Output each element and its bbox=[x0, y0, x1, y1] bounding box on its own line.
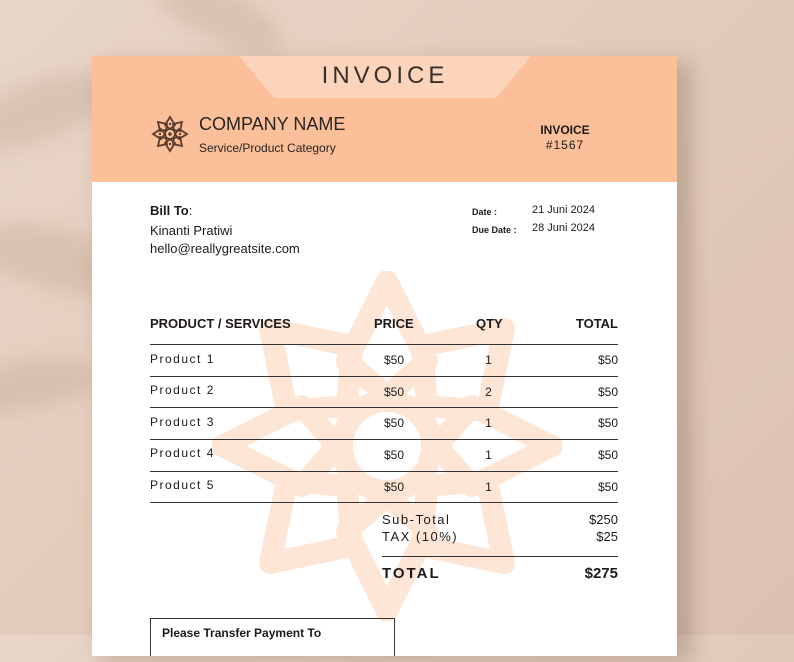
payment-info-box bbox=[150, 618, 395, 656]
row-qty: 1 bbox=[485, 353, 492, 367]
row-product: Product 4 bbox=[150, 446, 215, 460]
row-price: $50 bbox=[383, 416, 404, 430]
due-date-label: Due Date : bbox=[472, 225, 517, 235]
invoice-number: #1567 bbox=[545, 138, 585, 152]
background-shadow-leaf bbox=[0, 347, 103, 422]
due-date-value: 28 Juni 2024 bbox=[532, 222, 595, 234]
total-label: TOTAL bbox=[382, 565, 441, 582]
header-qty: QTY bbox=[476, 316, 503, 331]
table-divider bbox=[150, 344, 618, 345]
row-price: $50 bbox=[383, 353, 404, 367]
header-total: TOTAL bbox=[575, 316, 618, 331]
row-total: $50 bbox=[597, 416, 618, 430]
row-product: Product 2 bbox=[150, 383, 215, 397]
header-product: PRODUCT / SERVICES bbox=[150, 316, 291, 331]
company-category: Service/Product Category bbox=[199, 141, 336, 155]
row-product: Product 1 bbox=[150, 352, 215, 366]
row-total: $50 bbox=[597, 353, 618, 367]
flower-mandala-icon bbox=[149, 113, 191, 155]
row-qty: 1 bbox=[485, 448, 492, 462]
row-product: Product 3 bbox=[150, 415, 215, 429]
subtotal-value: $250 bbox=[589, 512, 618, 527]
invoice-document bbox=[92, 56, 677, 656]
total-value: $275 bbox=[584, 565, 618, 582]
subtotal-label: Sub-Total bbox=[382, 512, 451, 527]
table-divider bbox=[150, 439, 618, 440]
row-price: $50 bbox=[383, 448, 404, 462]
tax-label: TAX (10%) bbox=[382, 529, 459, 544]
header-price: PRICE bbox=[374, 316, 414, 331]
date-value: 21 Juni 2024 bbox=[532, 204, 595, 216]
bill-to-label: Bill To: bbox=[150, 203, 193, 218]
row-total: $50 bbox=[597, 385, 618, 399]
table-divider bbox=[150, 407, 618, 408]
company-name: COMPANY NAME bbox=[199, 114, 346, 134]
table-divider bbox=[150, 471, 618, 472]
summary-divider bbox=[382, 556, 618, 557]
row-qty: 2 bbox=[485, 385, 492, 399]
row-qty: 1 bbox=[485, 416, 492, 430]
table-divider bbox=[150, 502, 618, 503]
payment-title: Please Transfer Payment To bbox=[162, 626, 322, 640]
invoice-label: INVOICE bbox=[540, 123, 590, 137]
row-product: Product 5 bbox=[150, 478, 215, 492]
tax-value: $25 bbox=[596, 529, 618, 544]
row-qty: 1 bbox=[485, 480, 492, 494]
date-label: Date : bbox=[472, 207, 498, 217]
table-divider bbox=[150, 376, 618, 377]
invoice-title: INVOICE bbox=[321, 62, 449, 89]
row-total: $50 bbox=[597, 448, 618, 462]
bill-to-name: Kinanti Pratiwi bbox=[150, 223, 233, 238]
row-price: $50 bbox=[383, 385, 404, 399]
row-total: $50 bbox=[597, 480, 618, 494]
bill-to-email: hello@reallygreatsite.com bbox=[150, 241, 300, 256]
row-price: $50 bbox=[383, 480, 404, 494]
